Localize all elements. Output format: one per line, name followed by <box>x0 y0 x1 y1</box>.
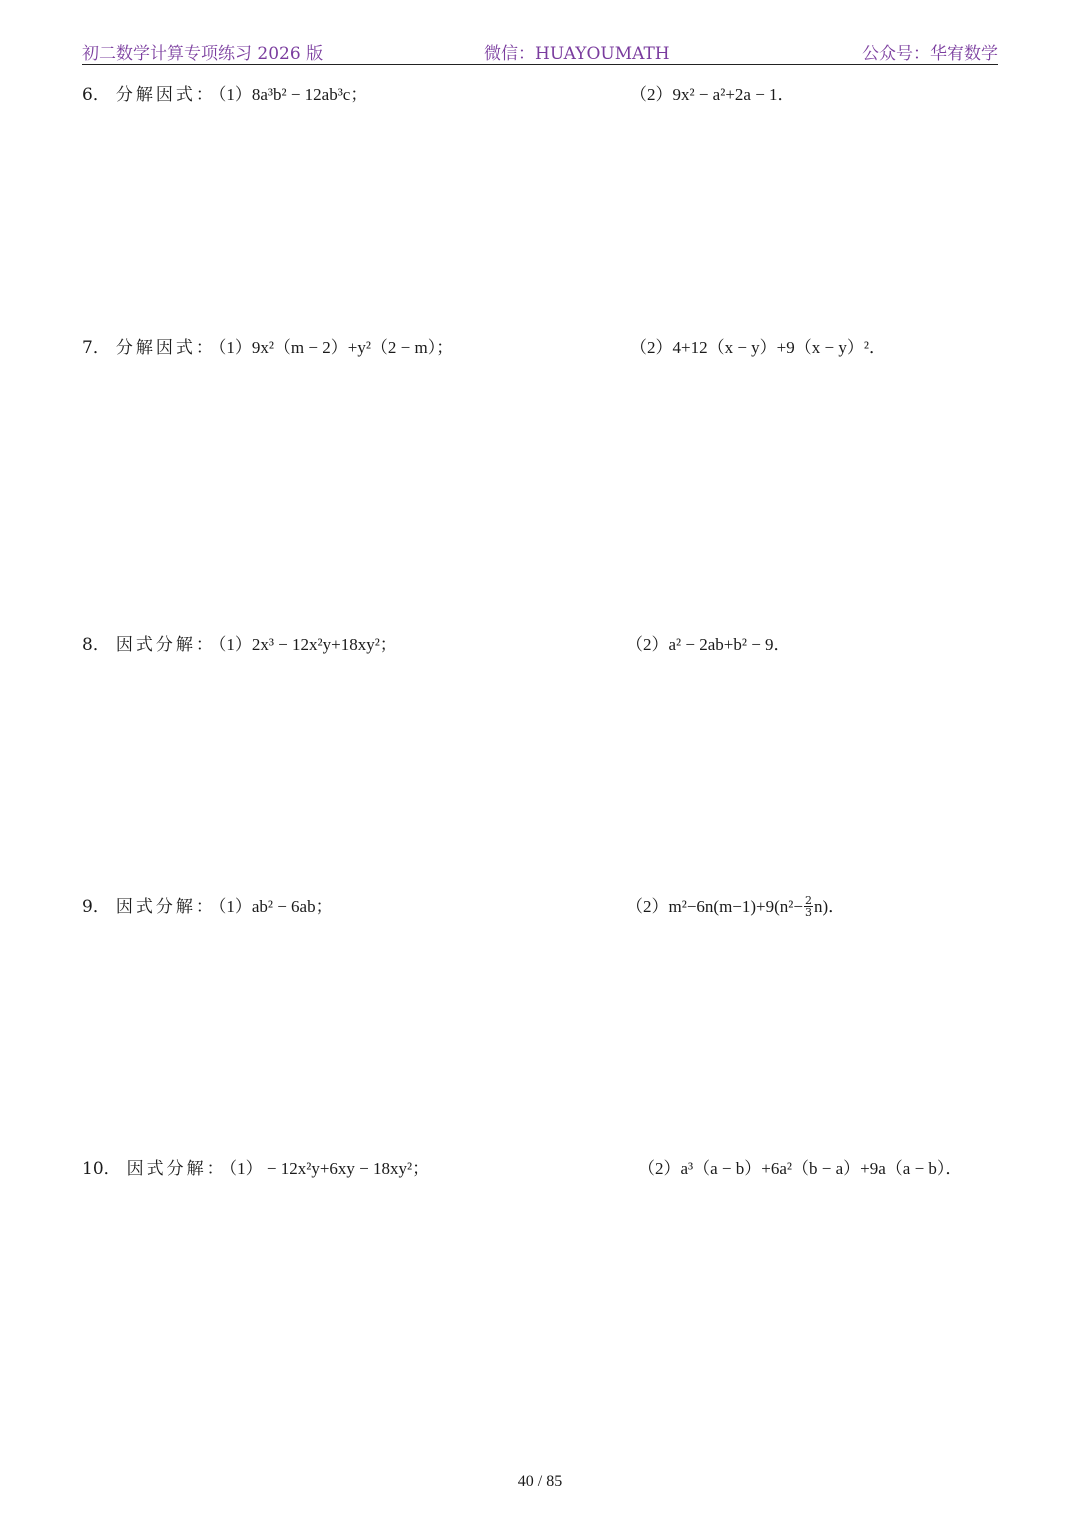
expression: （1）2x³ − 12x²y+18xy²； <box>217 635 397 654</box>
question-7-part-1 <box>82 335 453 361</box>
question-9 <box>82 894 998 920</box>
question-7-part-2 <box>630 335 886 361</box>
header-wechat: 微信：HUAYOUMATH <box>484 44 670 64</box>
fraction <box>804 895 813 918</box>
question-8-part-1 <box>82 632 397 658</box>
question-9-part-1 <box>82 894 333 920</box>
expression: （2）a³（a − b）+6a²（b − a）+9a（a − b）． <box>638 1159 963 1178</box>
question-9-part-2 <box>626 894 845 920</box>
expression: （1）8a³b² − 12ab³c； <box>217 85 368 104</box>
question-10-part-1 <box>82 1156 429 1182</box>
expression: （1）ab² − 6ab； <box>217 897 333 916</box>
question-number: 8． <box>82 635 110 655</box>
question-number: 7． <box>82 338 110 358</box>
expression: （2）4+12（x − y）+9（x − y）²． <box>630 338 886 357</box>
expression-end: n)． <box>813 897 846 916</box>
question-number: 9． <box>82 897 110 917</box>
question-instruction: 因式分解： <box>126 1159 227 1179</box>
question-number: 6． <box>82 85 110 105</box>
question-number: 10． <box>82 1159 121 1179</box>
page-number: 40 / 85 <box>517 1473 563 1490</box>
expression: （2）a² − 2ab+b² − 9． <box>626 635 791 654</box>
expression: （1） − 12x²y+6xy − 18xy²； <box>228 1159 430 1178</box>
question-instruction: 因式分解： <box>115 635 216 655</box>
expression: （2）9x² − a²+2a − 1． <box>630 85 795 104</box>
question-instruction: 分解因式： <box>115 338 216 358</box>
question-instruction: 因式分解： <box>115 897 216 917</box>
question-8 <box>82 632 998 658</box>
question-10 <box>82 1156 998 1182</box>
question-6-part-1 <box>82 82 367 108</box>
header-official-account: 公众号：华宥数学 <box>862 44 998 64</box>
page-header <box>82 36 998 65</box>
header-title: 初二数学计算专项练习 2026 版 <box>82 44 324 64</box>
question-10-part-2 <box>638 1156 962 1182</box>
question-6 <box>82 82 998 108</box>
question-7 <box>82 335 998 361</box>
expression: （1）9x²（m − 2）+y²（2 − m）； <box>217 338 454 357</box>
question-6-part-2 <box>630 82 795 108</box>
question-8-part-2 <box>626 632 791 658</box>
expression-start: （2）m²−6n(m−1)+9(n²− <box>626 897 803 916</box>
fraction-numerator: 2 <box>804 894 812 907</box>
question-instruction: 分解因式： <box>115 85 216 105</box>
fraction-denominator: 3 <box>804 906 812 919</box>
